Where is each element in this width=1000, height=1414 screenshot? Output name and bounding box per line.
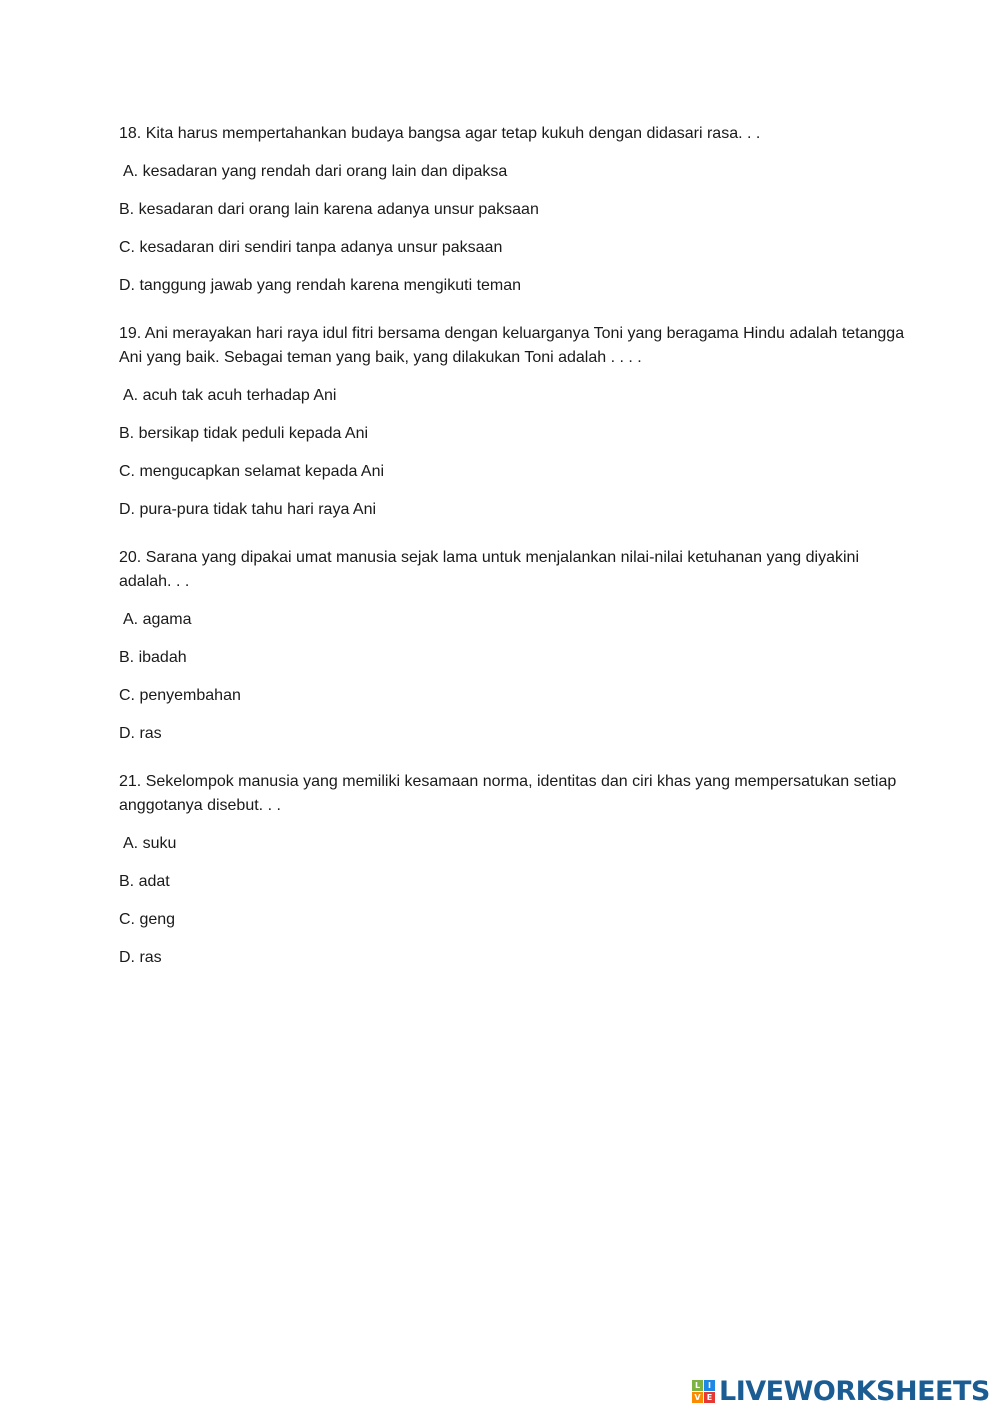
liveworksheets-logo	[692, 1374, 990, 1408]
option-b[interactable]: B. kesadaran dari orang lain karena adanya unsur paksaan	[119, 201, 539, 218]
option-a[interactable]: A. suku	[123, 835, 177, 852]
option-b[interactable]: B. ibadah	[119, 649, 187, 666]
option-a[interactable]: A. kesadaran yang rendah dari orang lain dan dipaksa	[123, 163, 508, 180]
question-18	[119, 122, 909, 298]
option-d[interactable]: D. pura-pura tidak tahu hari raya Ani	[119, 501, 377, 518]
logo-mark-cell: L	[692, 1380, 703, 1391]
option-c[interactable]: C. geng	[119, 911, 176, 928]
option-d[interactable]: D. ras	[119, 949, 162, 966]
worksheet	[119, 122, 909, 994]
option-c[interactable]: C. penyembahan	[119, 687, 241, 704]
option-c[interactable]: C. mengucapkan selamat kepada Ani	[119, 463, 385, 480]
question-19	[119, 322, 909, 522]
question-21	[119, 770, 909, 970]
logo-mark-cell: E	[704, 1392, 715, 1403]
option-d[interactable]: D. ras	[119, 725, 162, 742]
logo-mark-cell: I	[704, 1380, 715, 1391]
logo-text: LIVEWORKSHEETS	[719, 1375, 990, 1407]
question-text: 19. Ani merayakan hari raya idul fitri bersama dengan keluarganya Toni yang beragama Hindu adalah tetangga Ani yang baik. Sebagai teman yang baik, yang dilakukan Toni adalah . . . .	[119, 325, 905, 366]
option-c[interactable]: C. kesadaran diri sendiri tanpa adanya unsur paksaan	[119, 239, 503, 256]
option-a[interactable]: A. agama	[123, 611, 192, 628]
option-d[interactable]: D. tanggung jawab yang rendah karena mengikuti teman	[119, 277, 522, 294]
question-text: 20. Sarana yang dipakai umat manusia sejak lama untuk menjalankan nilai-nilai ketuhanan yang diyakini adalah. . .	[119, 549, 860, 590]
option-a[interactable]: A. acuh tak acuh terhadap Ani	[123, 387, 337, 404]
logo-mark-cell: V	[692, 1392, 703, 1403]
option-b[interactable]: B. adat	[119, 873, 170, 890]
liveworksheets-logo-icon	[692, 1380, 715, 1403]
question-text: 18. Kita harus mempertahankan budaya bangsa agar tetap kukuh dengan didasari rasa. . .	[119, 125, 761, 142]
question-text: 21. Sekelompok manusia yang memiliki kesamaan norma, identitas dan ciri khas yang mempersatukan setiap anggotanya disebut. . .	[119, 773, 897, 814]
option-b[interactable]: B. bersikap tidak peduli kepada Ani	[119, 425, 369, 442]
question-20	[119, 546, 909, 746]
